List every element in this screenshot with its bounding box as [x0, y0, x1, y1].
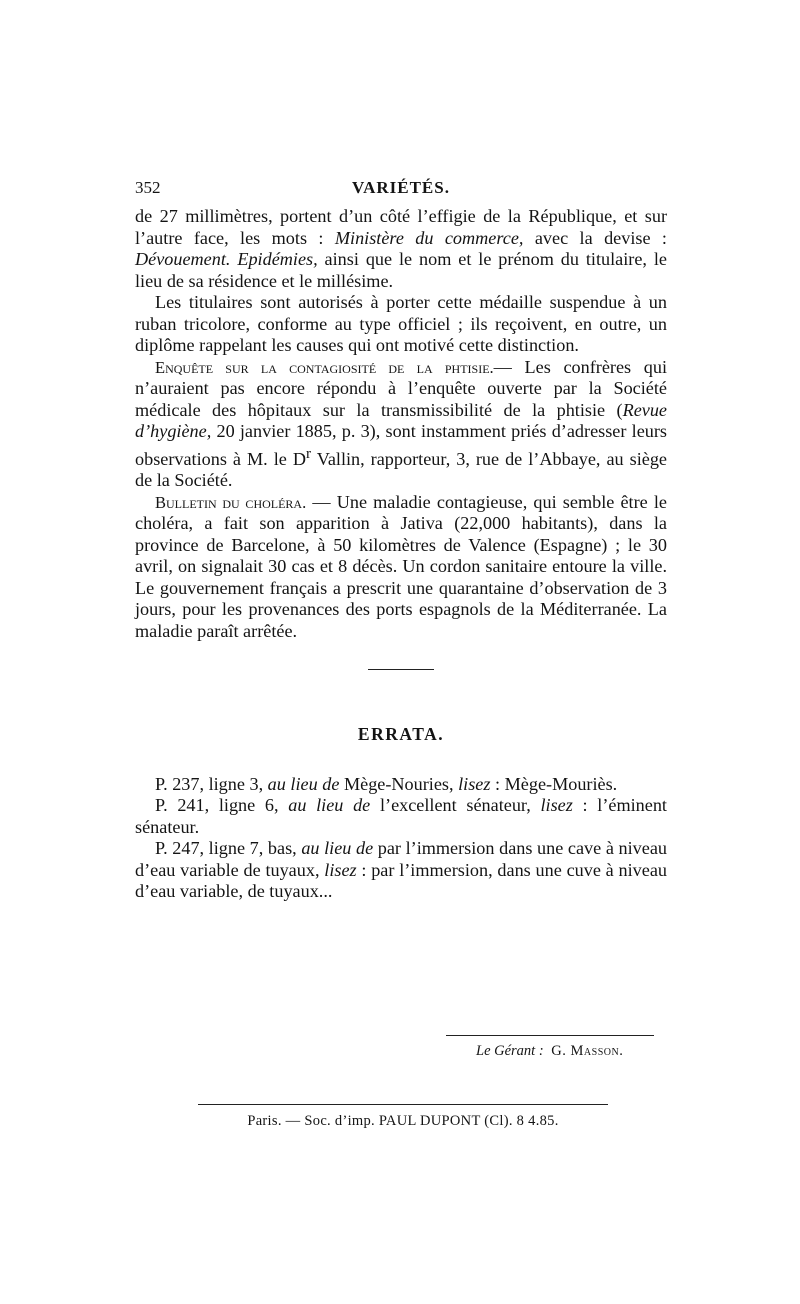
medal-italic-motto: Dévouement. Epidémies, [135, 249, 318, 269]
errata-wrong: Mège-Nouries, [339, 773, 459, 794]
enquete-text-3: Vallin, rapporteur, 3, rue de l’Abbaye, au siège de la Société. [135, 448, 667, 491]
errata-right: : par l’immersion, dans une cuve à niveau d’eau variable, de tuyaux... [135, 859, 667, 902]
errata-item [135, 838, 667, 903]
medal-italic-ministry: Ministère du commerce, [334, 227, 524, 248]
enquete-heading: Enquête sur la contagiosité de la phtisie. [155, 357, 494, 377]
signature-rule [446, 1035, 654, 1036]
signature-label: Le Gérant : [476, 1043, 544, 1059]
errata-title: ERRATA. [357, 724, 445, 745]
page-content [135, 178, 667, 903]
errata-lisez: lisez [324, 859, 357, 880]
page-number: 352 [135, 178, 161, 197]
imprint-rule [198, 1104, 608, 1105]
cholera-heading: Bulletin du choléra. [155, 492, 307, 512]
errata-item [135, 774, 667, 796]
errata-ref: P. 247, ligne 7, bas, [155, 838, 302, 859]
errata-lisez: lisez [458, 773, 491, 794]
errata-right: : Mège-Mouriès. [490, 773, 618, 794]
medal-text-1: de 27 millimètres, portent d’un côté l’effigie de la République, et sur l’autre face, les mots : [135, 206, 667, 248]
errata-right: : l’éminent sénateur. [135, 795, 667, 837]
running-title: VARIÉTÉS. [352, 178, 450, 197]
enquete-journal-title: Revue d’hygiène, [135, 399, 667, 441]
enquete-paragraph [135, 357, 667, 492]
errata-au-lieu: au lieu de [267, 773, 340, 794]
running-head [135, 178, 667, 206]
errata-ref: P. 237, ligne 3, [155, 773, 268, 794]
medal-wearing-paragraph: Les titulaires sont autorisés à porter cette médaille suspendue à un ruban tricolore, conforme au type officiel ; ils reçoivent, en outre, un diplôme rappelant les causes qui ont motivé cette distinction. [135, 292, 667, 355]
section-divider [368, 669, 434, 670]
cholera-paragraph [135, 492, 667, 643]
signature-name: G. Masson. [551, 1043, 624, 1059]
signature [476, 1043, 623, 1060]
errata-ref: P. 241, ligne 6, [155, 795, 289, 816]
errata-wrong: l’excellent sénateur, [370, 795, 541, 816]
cholera-text: — Une maladie contagieuse, qui semble être le choléra, a fait son apparition à Jativa (22,000 habitants), dans la province de Barcelone, à 50 kilomètres de Valence (Espagne) ; le 30 avril, on signalait 30 cas et 8 décès. Un cordon sanitaire entoure la ville. Le gouvernement français a prescrit une quarantaine d’observation de 3 jours, pour les provenances des ports espagnols de la Méditerranée. La maladie paraît arrêtée. [135, 491, 667, 641]
errata-wrong: par l’immersion dans une cave à niveau d’eau variable de tuyaux, [135, 838, 667, 880]
errata-item [135, 795, 667, 838]
medal-paragraph [135, 206, 667, 292]
errata-au-lieu: au lieu de [288, 795, 371, 816]
errata-au-lieu: au lieu de [301, 838, 374, 859]
enquete-text-2: 20 janvier 1885, p. 3), sont instamment priés d’adresser leurs observations à M. le D [135, 421, 667, 469]
medal-text-3: ainsi que le nom et le prénom du titulaire, le lieu de sa résidence et le millésime. [135, 249, 667, 291]
medal-text-2: avec la devise : [523, 227, 667, 248]
doctor-superscript: r [305, 444, 312, 462]
body-text [135, 206, 667, 903]
errata-lisez: lisez [540, 795, 573, 816]
printer-imprint: Paris. — Soc. d’imp. PAUL DUPONT (Cl). 8 4.85. [247, 1113, 559, 1129]
enquete-text-1: — Les confrères qui n’auraient pas encore répondu à l’enquête ouverte par la Société médicale des hôpitaux sur la transmissibilité de la phtisie ( [135, 356, 667, 420]
